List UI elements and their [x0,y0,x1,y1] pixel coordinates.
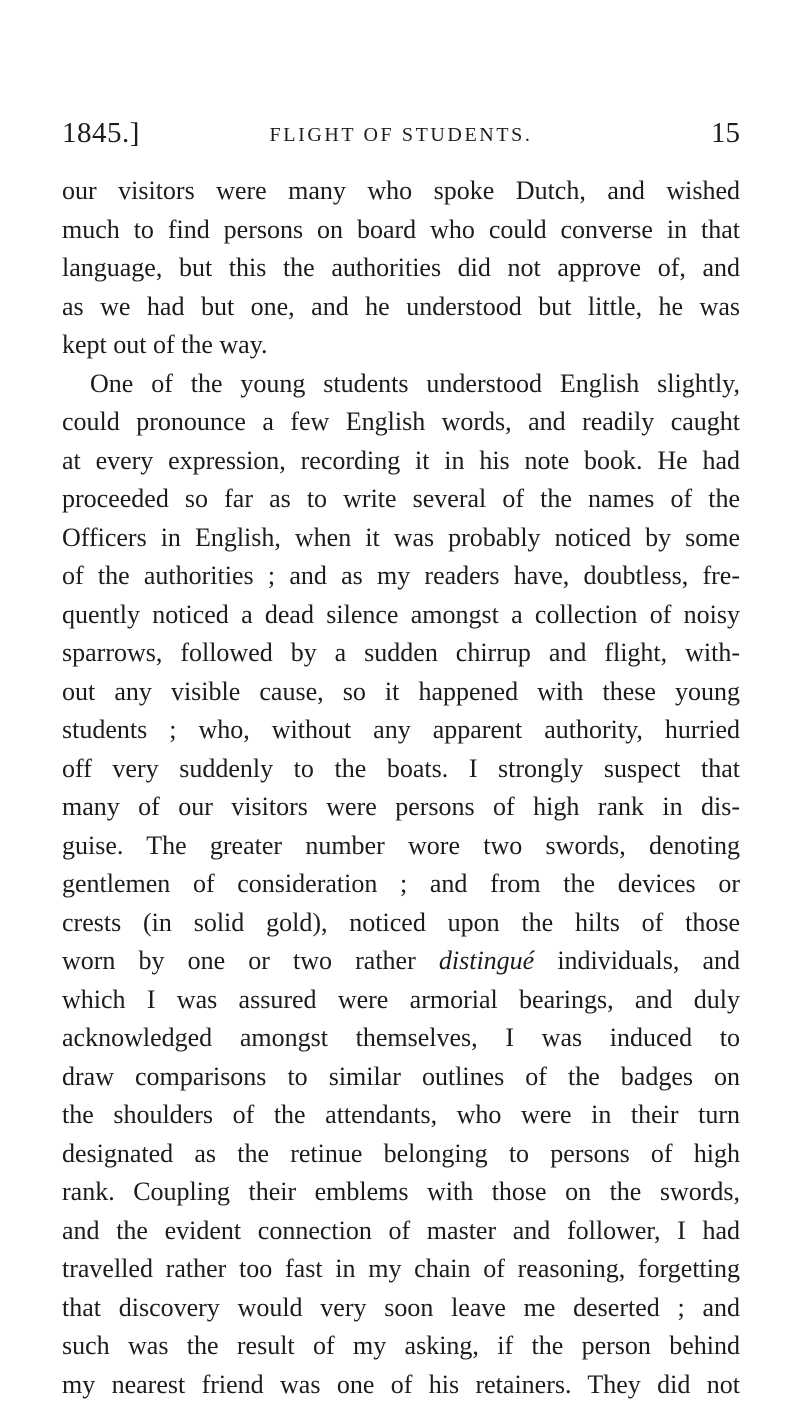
text-line: students ; who, without any apparent authority, hurried [62,715,740,744]
text-line: at every expression, recording it in his note book. He had [62,445,740,475]
running-title: FLIGHT OF STUDENTS. [269,124,533,146]
text-line: and the evident connection of master and follower, I had [62,1215,740,1245]
text-line: sparrows, followed by a sudden chirrup and flight, with- [62,638,740,667]
text-line: off very suddenly to the boats. I strongly suspect that [62,753,740,783]
running-header [62,117,740,157]
text-line: my nearest friend was one of his retainers. They did not [62,1369,740,1399]
text-line: gentlemen of consideration ; and from the devices or [62,869,740,898]
text-line: kept out of the way. [62,330,268,359]
text-line: language, but this the authorities did not approve of, and [62,253,740,282]
text-line: could pronounce a few English words, and readily caught [62,407,740,436]
line-segment: individuals, and [557,946,740,975]
text-line: quently noticed a dead silence amongst a collection of noisy [62,599,740,629]
text-line: One of the young students understood English slightly, [90,368,740,398]
line-segment: worn by one or two rather [62,946,416,975]
text-line: that discovery would very soon leave me deserted ; and [62,1292,740,1322]
text-line: much to find persons on board who could converse in that [62,214,740,244]
text-line: crests (in solid gold), noticed upon the hilts of those [62,907,740,937]
header-year: 1845.] [62,117,140,149]
text-line: acknowledged amongst themselves, I was induced to [62,1023,740,1052]
italic-term: distingué [438,946,535,975]
text-line: as we had but one, and he understood but little, he was [62,291,740,321]
text-line: our visitors were many who spoke Dutch, and wished [62,176,740,205]
text-line: designated as the retinue belonging to persons of high [62,1138,740,1168]
text-line: Officers in English, when it was probably noticed by some [62,522,740,552]
text-line: such was the result of my asking, if the person behind [62,1331,740,1360]
text-line-with-italic [62,942,740,981]
text-line: out any visible cause, so it happened with these young [62,676,740,706]
text-line: travelled rather too fast in my chain of reasoning, forgetting [62,1254,740,1283]
text-line: many of our visitors were persons of high rank in dis- [62,792,740,821]
text-line: the shoulders of the attendants, who were in their turn [62,1100,740,1129]
page-number: 15 [711,117,740,149]
text-line: guise. The greater number wore two swords, denoting [62,830,740,860]
body-text [62,172,740,1404]
text-line: of the authorities ; and as my readers have, doubtless, fre- [62,561,740,590]
text-line: draw comparisons to similar outlines of the badges on [62,1061,740,1091]
text-line: proceeded so far as to write several of the names of the [62,484,740,513]
text-line: which I was assured were armorial bearings, and duly [62,984,740,1014]
text-line: rank. Coupling their emblems with those on the swords, [62,1177,740,1206]
